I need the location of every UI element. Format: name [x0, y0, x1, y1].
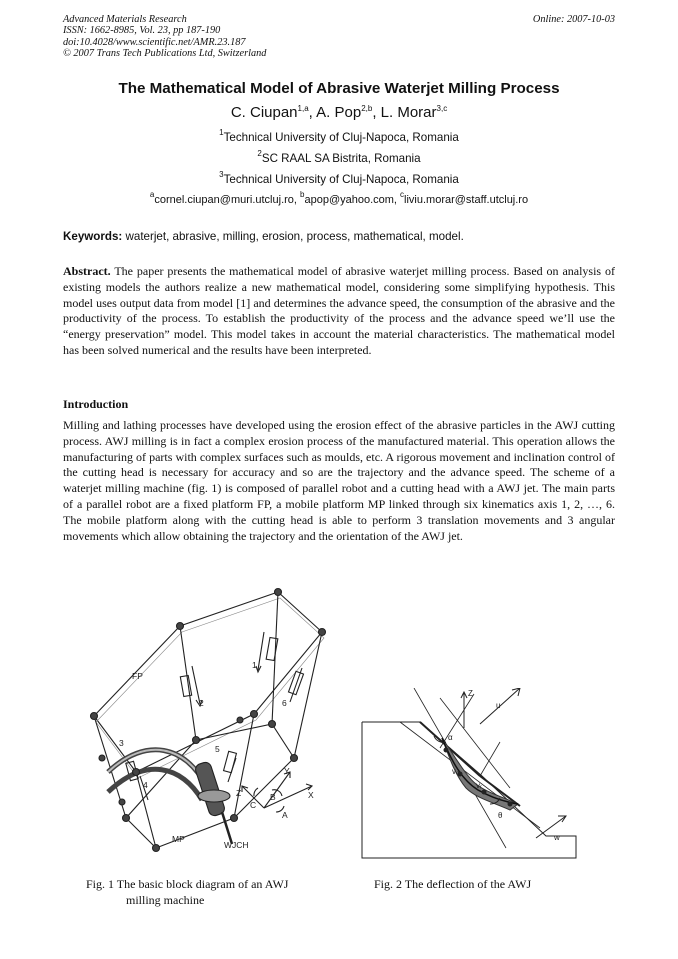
affiliation-sup: 3 — [219, 170, 224, 179]
label-axis-4: 4 — [143, 780, 148, 790]
author-name: A. Pop — [316, 104, 362, 121]
copyright: © 2007 Trans Tech Publications Ltd, Switzerland — [63, 48, 267, 60]
label-z: Z — [468, 689, 473, 698]
journal-name: Advanced Materials Research — [63, 14, 187, 25]
affiliation-sup: 2 — [257, 149, 262, 158]
abstract-label: Abstract. — [63, 264, 111, 278]
email-line — [0, 190, 678, 206]
journal-header — [63, 14, 615, 60]
figure-2-caption: Fig. 2 The deflection of the AWJ — [374, 877, 532, 891]
author-name: L. Morar — [380, 104, 437, 121]
label-fp: FP — [132, 671, 143, 681]
figure-1-caption-line2: milling machine — [126, 893, 205, 907]
figure-1-caption — [86, 876, 288, 908]
figure-1-diagram — [86, 586, 344, 870]
figure-1-caption-line1: Fig. 1 The basic block diagram of an AWJ — [86, 877, 289, 891]
email-sup: a — [149, 190, 155, 199]
email-link[interactable]: apop@yahoo.com, — [304, 194, 401, 206]
email-sup: b — [300, 190, 305, 199]
label-theta: θ — [498, 811, 503, 820]
label-axis-1: 1 — [252, 660, 257, 670]
author-list: C. Ciupan$^{1,a}$, A. Pop$^{2,b}$, L. Morar$^{3,c}$ — [230, 104, 448, 121]
label-axis-5: 5 — [215, 744, 220, 754]
affiliation-text: Technical University of Cluj-Napoca, Romania — [223, 173, 459, 186]
label-axis-2: 2 — [199, 698, 204, 708]
email-link[interactable]: liviu.morar@staff.utcluj.ro — [404, 194, 529, 206]
label-v0: v₀ — [452, 767, 460, 776]
abstract-text: The paper presents the mathematical model of abrasive waterjet milling process. Based on analysis of existing models the authors realize a new mathematical model, considering some simplifying hypothesis. This model uses output data from model [1] and determines the advance speed, the consumption of the abrasive and the productivity of the process. To establish the productivity of the process and the advance speed we’ll use the “energy preservation” model. This model takes in account the material characteristics. The mathematical model has been solved numerical and the results have been interpreted. — [63, 264, 615, 357]
affiliation — [0, 170, 678, 186]
author-name: C. Ciupan — [230, 104, 298, 121]
affiliation-text: Technical University of Cluj-Napoca, Romania — [223, 131, 459, 144]
label-alpha: α — [448, 733, 453, 742]
label-wjch: WJCH — [224, 840, 249, 850]
issn: ISSN: 1662-8985, Vol. 23, pp 187-190 — [63, 25, 221, 37]
abstract — [63, 264, 615, 359]
label-x: X — [308, 790, 314, 800]
affiliation — [0, 128, 678, 144]
label-axis-3: 3 — [119, 738, 124, 748]
label-z: Z — [236, 788, 242, 798]
keywords-label: Keywords: — [63, 230, 123, 243]
author-sup: 3,c — [436, 104, 448, 113]
label-axis-6: 6 — [282, 698, 287, 708]
label-mp: MP — [172, 834, 185, 844]
section-heading: Introduction — [63, 397, 129, 411]
affiliation — [0, 149, 678, 165]
label-w: w — [554, 833, 560, 842]
figure-2-diagram — [360, 688, 582, 862]
doi: doi:10.4028/www.scientific.net/AMR.23.187 — [63, 36, 246, 48]
email-sup: c — [400, 190, 405, 199]
paper-title: The Mathematical Model of Abrasive Waterjet Milling Process — [118, 80, 560, 97]
author-sup: 2,b — [361, 104, 373, 113]
affiliation-text: SC RAAL SA Bistrita, Romania — [261, 152, 421, 165]
email-link[interactable]: cornel.ciupan@muri.utcluj.ro, — [154, 194, 301, 206]
keywords-text: waterjet, abrasive, milling, erosion, process, mathematical, model. — [122, 230, 464, 243]
online-date: Online: 2007-10-03 — [532, 14, 615, 25]
label-a: A — [282, 810, 288, 820]
label-c: C — [250, 800, 257, 810]
affiliation-sup: 1 — [219, 128, 224, 137]
keywords — [63, 230, 615, 243]
intro-paragraph: Milling and lathing processes have developed using the erosion effect of the abrasive particles in the AWJ cutting process. AWJ milling is in fact a complex erosion process of the manufactured material. This operation allows the manufacturing of parts with complex surfaces such as moulds, etc. A rigorous movement and inclination control of the cutting head is necessary for accuracy and so are the trajectory and the advance speed. The scheme of a waterjet milling machine (fig. 1) is composed of parallel robot and a cutting head with a AWJ jet. The main parts of a parallel robot are a fixed platform FP, a mobile platform MP linked through six kinematics axis 1, 2, …, 6. The mobile platform along with the cutting head is able to perform 3 translation movements and 3 angular movements which allow obtaining the trajectory and the orientation of the AWJ jet. — [63, 418, 615, 543]
cutting-head — [194, 761, 226, 817]
label-y: Y — [284, 766, 290, 776]
author-sup: 1,a — [297, 104, 309, 113]
label-u: u — [496, 701, 501, 710]
label-b: B — [270, 792, 276, 802]
label-vr: vᵣ — [476, 781, 482, 790]
